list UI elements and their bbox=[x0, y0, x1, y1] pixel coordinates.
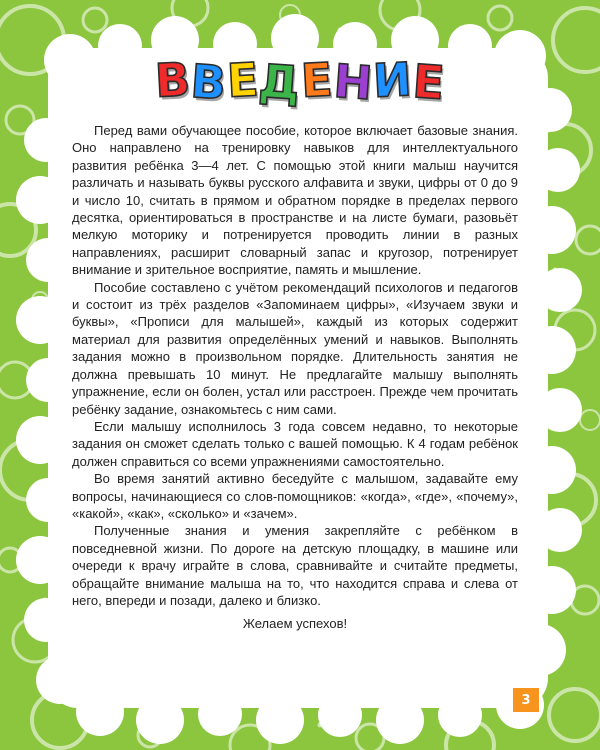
title-letter: Е bbox=[225, 52, 261, 108]
paragraph-1: Перед вами обучающее пособие, которое включает базовые знания. Оно направлено на тренировку навыков для интеллектуального развития ребёнка 3—4 лет. С помощью этой книги малыш научится различать и называть буквы русского алфавита и звуки, цифры от 0 до 9 и число 10, считать в прямом и обратном порядке в пределах первого десятка, ориентироваться в пространстве и на листе бумаги, разовьёт мелкую моторику и потренируется проводить линии в разных направлениях, расширит словарный запас и кругозор, потренирует внимание и зрительное восприятие, память и мышление. bbox=[72, 123, 518, 278]
intro-text bbox=[72, 122, 518, 633]
title-letter: Н bbox=[331, 53, 375, 111]
page-title bbox=[0, 52, 600, 111]
title-letter: Е bbox=[410, 53, 447, 111]
paragraph-4: Во время занятий активно беседуйте с малышом, задавайте ему вопросы, начинающиеся со слов-помощников: «когда», «где», «почему», «какой», «как», «сколько» и «зачем». bbox=[72, 471, 518, 521]
paragraph-5: Полученные знания и умения закрепляйте с ребёнком в повседневной жизни. По дороге на детскую площадку, в машине или очереди к врачу играйте в слова, сравнивайте и считайте предметы, обращайте внимание малыша на то, что находится справа и слева от него, впереди и позади, далеко и близко. bbox=[72, 523, 518, 608]
paragraph-3: Если малышу исполнилось 3 года совсем недавно, то некоторые задания он сможет сделать только с вашей помощью. К 4 годам ребёнок должен справиться со всеми упражнениями самостоятельно. bbox=[72, 418, 518, 469]
title-letter: И bbox=[371, 52, 415, 108]
page-number-badge: 3 bbox=[513, 688, 539, 712]
title-letter: В bbox=[153, 52, 193, 108]
title-letter: Д bbox=[257, 53, 304, 111]
closing-wish: Желаем успехов! bbox=[242, 616, 348, 632]
title-letter: Е bbox=[299, 52, 336, 108]
title-letter: В bbox=[188, 53, 229, 111]
paragraph-2: Пособие составлено с учётом рекомендаций психологов и педагогов и состоит из трёх разделов «Запоминаем цифры», «Изучаем звуки и буквы», «Прописи для малышей», каждый из которых содержит материал для развития определённых умений и навыков. Выполнять задания можно в произвольном порядке. Длительность занятия не должна превышать 10 минут. Не предлагайте малышу выполнять упражнение, если он болен, устал или расстроен. Прежде чем прочитать ребёнку задание, ознакомьтесь с ним сами. bbox=[72, 279, 518, 417]
